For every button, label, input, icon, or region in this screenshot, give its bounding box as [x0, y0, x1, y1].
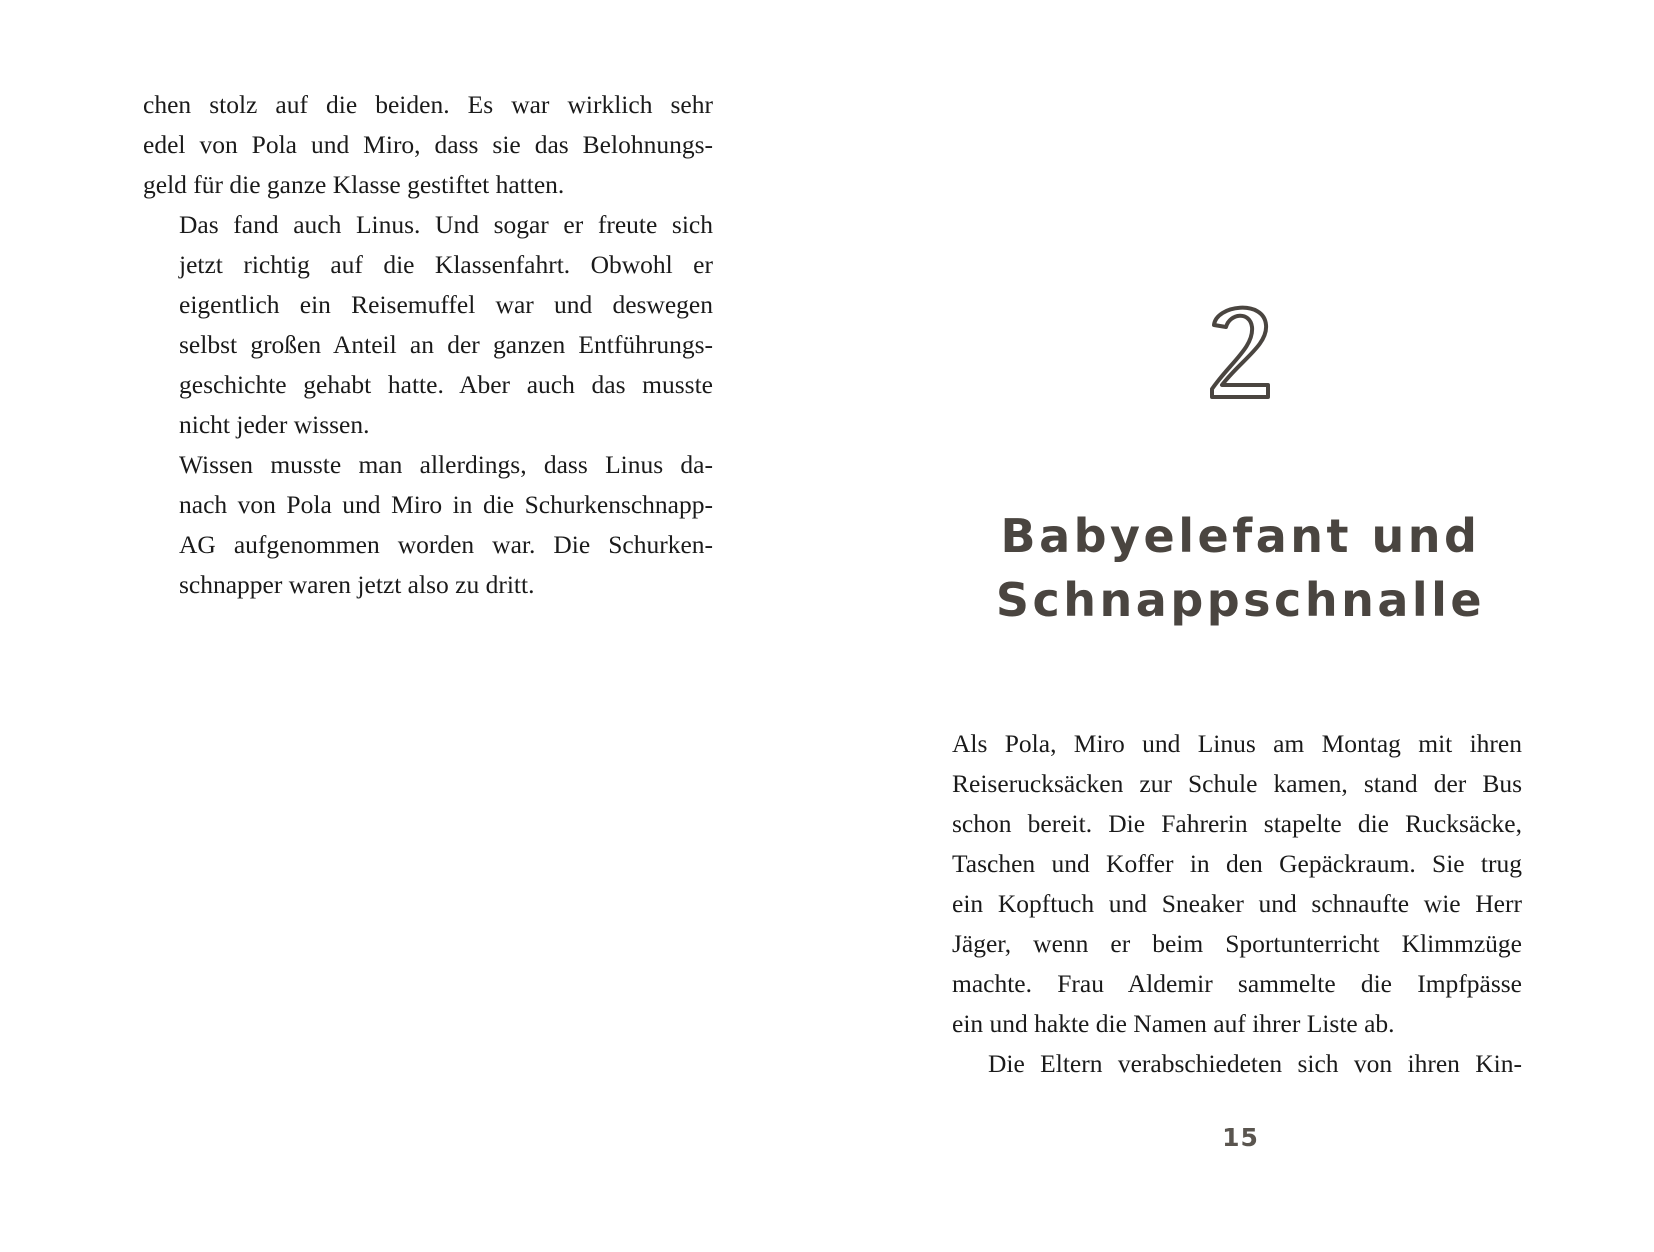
right-paragraph-1 [952, 724, 1522, 1044]
left-paragraph-2 [143, 205, 713, 445]
left-paragraph-1 [143, 85, 713, 205]
chapter-number [827, 296, 1654, 406]
text-line: selbst großen Anteil an der ganzen Entführungs- [179, 330, 713, 359]
text-line: Die Eltern verabschiedeten sich von ihren Kin- [988, 1049, 1522, 1078]
text-line: jetzt richtig auf die Klassenfahrt. Obwohl er [179, 250, 713, 279]
text-line: edel von Pola und Miro, dass sie das Belohnungs- [143, 130, 713, 159]
text-line: Das fand auch Linus. Und sogar er freute sich [179, 210, 713, 239]
text-line: Taschen und Koffer in den Gepäckraum. Sie trug [952, 849, 1522, 878]
text-line: chen stolz auf die beiden. Es war wirklich sehr [143, 90, 713, 119]
text-line: nach von Pola und Miro in die Schurkenschnapp- [179, 490, 713, 519]
text-line: geschichte gehabt hatte. Aber auch das musste [179, 370, 713, 399]
text-line: Reiserucksäcken zur Schule kamen, stand der Bus [952, 769, 1522, 798]
right-paragraph-2 [952, 1044, 1522, 1084]
chapter-title [827, 504, 1654, 632]
text-line: schnapper waren jetzt also zu dritt. [179, 570, 535, 599]
text-line: Wissen musste man allerdings, dass Linus da- [179, 450, 713, 479]
chapter-title-line-2: Schnappschnalle [995, 573, 1486, 627]
text-line: ein und hakte die Namen auf ihrer Liste ab. [952, 1009, 1395, 1038]
text-line: Als Pola, Miro und Linus am Montag mit ihren [952, 729, 1522, 758]
chapter-title-line-1: Babyelefant und [1000, 509, 1481, 563]
text-line: eigentlich ein Reisemuffel war und deswegen [179, 290, 713, 319]
text-line: geld für die ganze Klasse gestiftet hatten. [143, 170, 565, 199]
text-line: Jäger, wenn er beim Sportunterricht Klimmzüge [952, 929, 1522, 958]
text-line: AG aufgenommen worden war. Die Schurken- [179, 530, 713, 559]
text-line: ein Kopftuch und Sneaker und schnaufte wie Herr [952, 889, 1522, 918]
left-page-body-text [143, 85, 713, 605]
text-line: machte. Frau Aldemir sammelte die Impfpässe [952, 969, 1522, 998]
right-page [827, 0, 1654, 1252]
left-paragraph-3 [143, 445, 713, 605]
text-line: schon bereit. Die Fahrerin stapelte die Rucksäcke, [952, 809, 1522, 838]
text-line: nicht jeder wissen. [179, 410, 370, 439]
page-number: 15 [1222, 1123, 1259, 1152]
chapter-number-glyph [1206, 299, 1276, 403]
right-page-body-text [952, 724, 1522, 1084]
